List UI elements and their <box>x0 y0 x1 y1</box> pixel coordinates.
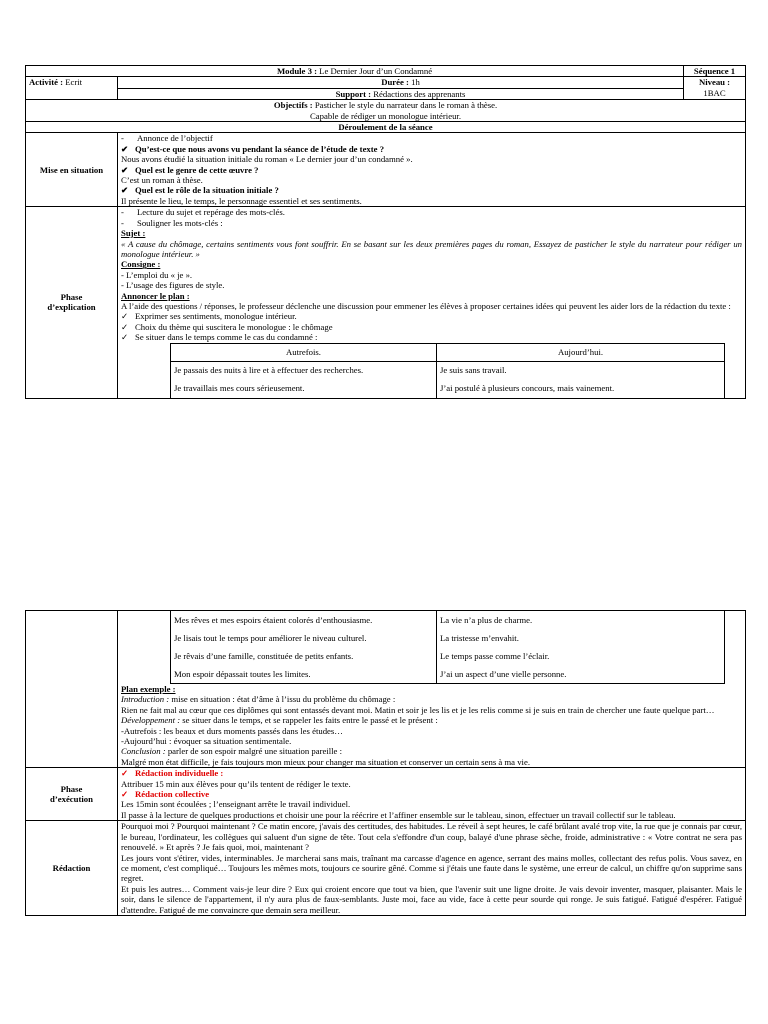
compare-table <box>170 343 725 398</box>
conclusion-body: Malgré mon état difficile, je fais toujours mon mieux pour changer ma situation et conserver un certain sens à ma vie. <box>121 756 530 767</box>
explication-label <box>26 207 118 398</box>
execution-label-line1: Phase <box>60 783 83 794</box>
plan-title: Annoncer le plan : <box>121 290 190 301</box>
lesson-table-page-2 <box>25 610 746 916</box>
module-cell <box>26 66 684 77</box>
intro-label: Introduction : <box>121 694 170 705</box>
dev-label: Développement : <box>121 715 181 726</box>
check-icon: ✓ <box>121 321 129 332</box>
plan-text: A l’aide des questions / réponses, le professeur déclenche une discussion pour emmener les élèves à proposer certaines idées qui peuvent les aider lors de la rédaction du texte : <box>121 300 731 311</box>
explication-label-line2: d’explication <box>47 302 96 313</box>
column-aujourdhui: Aujourd’hui. <box>437 343 725 361</box>
activite-cell <box>26 77 118 100</box>
individual-text: Attribuer 15 min aux élèves pour qu’ils tentent de rédiger le texte. <box>121 778 351 789</box>
support-value: Rédactions des apprenants <box>373 88 466 99</box>
compare-table-continued <box>170 611 725 684</box>
module-title: Le Dernier Jour d’un Condamné <box>319 66 433 76</box>
lesson-sheet-page-2 <box>25 610 745 916</box>
aujourdhui-cell: J’ai postulé à plusieurs concours, mais vainement. <box>437 380 725 398</box>
sequence-cell: Séquence 1 <box>684 66 746 77</box>
plan-check-3: Se situer dans le temps comme le cas du condamné : <box>135 332 318 343</box>
objectifs-label: Objectifs : <box>273 100 313 111</box>
intro-body: Rien ne fait mal au cœur que ces diplômes qui sont entassés devant moi. Matin et soir je les lis et je les relis comme si je suis en train de chercher une faute quelque part… <box>121 704 715 715</box>
dev-text: se situer dans le temps, et se rappeler les faits entre le passé et le présent : <box>182 715 438 726</box>
deroulement-title: Déroulement de la séance <box>26 122 746 133</box>
autrefois-cell: Mes rêves et mes espoirs étaient colorés d’enthousiasme. <box>171 611 437 629</box>
objectifs-row <box>26 100 746 122</box>
support-row <box>26 88 746 99</box>
underline-step: Souligner les mots-clés : <box>137 217 223 228</box>
table-row <box>171 665 725 684</box>
conclusion-label: Conclusion : <box>121 746 166 757</box>
answer-3: Il présente le lieu, le temps, le personnage essentiel et ses sentiments. <box>121 195 362 206</box>
activite-label: Activité : <box>29 77 64 88</box>
duree-value: 1h <box>411 77 420 88</box>
sujet-text: « A cause du chômage, certains sentiments vous font souffrir. En se basant sur les deux premières pages du roman, Essayez de pasticher le style du narrateur pour rédiger un monologue intérieur. » <box>121 238 743 259</box>
aujourdhui-cell: Le temps passe comme l’éclair. <box>437 647 725 665</box>
niveau-value: 1BAC <box>703 87 726 98</box>
individual-title: Rédaction individuelle : <box>135 768 224 779</box>
autrefois-cell: Je travaillais mes cours sérieusement. <box>171 380 437 398</box>
collective-text-2: Il passe à la lecture de quelques productions et choisir une pour la réécrire et l’affiner ensemble sur le tableau, sinon, effectuer un travail collectif sur le tableau. <box>121 809 676 820</box>
intro-text: mise en situation : état d’âme à l’issu du problème du chômage : <box>171 694 396 705</box>
support-cell <box>118 88 684 99</box>
table-row <box>171 361 725 380</box>
check-icon: ✔ <box>121 164 129 175</box>
check-icon: ✓ <box>121 768 129 779</box>
conclusion-text: parler de son espoir malgré une situation pareille : <box>167 746 343 757</box>
table-row <box>171 629 725 647</box>
plan-continuation-row <box>26 611 746 768</box>
answer-2: C’est un roman à thèse. <box>121 175 203 186</box>
collective-title: Rédaction collective <box>135 789 210 800</box>
mise-en-situation-row <box>26 133 746 207</box>
reading-step: Lecture du sujet et repérage des mots-clés. <box>137 207 285 218</box>
lesson-table-page-1 <box>25 65 746 399</box>
explication-content: - Lecture du sujet et repérage des mots-clés. - Souligner les mots-clés : Sujet : « A cause du chômage, certains sentiments vous font souffrir. En se basant sur les deux premières pages du roman, Essayez de pasticher le style du narrateur pour rédiger un monologue intérieur. » Consigne : - L’emploi du « je ». - L’usage des figures de style. Annoncer le plan : A l’aide des questions / réponses, le professeur déclenche une discussion pour emmener les élèves à proposer certaines idées qui peuvent les aider lors de la rédaction du texte : ✓ Exprimer ses sentiments, monologue intérieur. ✓ Choix du thème qui suscitera le monologue : le chômage ✓ Se situer dans le temps comme le cas du condamné : Autrefois. Aujourd’hui. Je passais des nuits à lire et à effectuer des recherches. Je suis sans travail. Je travaillais mes cours sérieusement. J’ai postulé à plusieurs concours, mais vainement. <box>118 207 746 398</box>
redaction-paragraph-1: Pourquoi moi ? Pourquoi maintenant ? Ce matin encore, j'avais des certitudes, des habitudes. Le réveil à sept heures, le café brûlant avalé trop vite, la rue que je connais par cœur, le bureau, l'ordinateur, les collègues qui saluent d'un signe de tête. Tout cela s'effondre d'un coup, balayé d'une phrase sèche, froide, administrative : « Votre contrat ne sera pas renouvelé. » Et après ? Je fais quoi, moi, maintenant ? <box>121 821 742 853</box>
aujourdhui-cell: La tristesse m’envahit. <box>437 629 725 647</box>
consigne-title: Consigne : <box>121 259 161 270</box>
module-row <box>26 66 746 77</box>
check-icon: ✔ <box>121 143 129 154</box>
duree-cell <box>118 77 684 88</box>
deroulement-row <box>26 122 746 133</box>
table-row <box>171 611 725 629</box>
check-icon: ✓ <box>121 332 129 343</box>
table-row <box>171 647 725 665</box>
lesson-sheet-page-1 <box>25 65 745 399</box>
duree-label: Durée : <box>381 77 409 88</box>
explication-row <box>26 207 746 398</box>
autrefois-cell: Mon espoir dépassait toutes les limites. <box>171 665 437 684</box>
compare-table-header <box>171 343 725 361</box>
activity-row <box>26 77 746 88</box>
objectif-1: Pasticher le style du narrateur dans le roman à thèse. <box>314 100 498 111</box>
niveau-label: Niveau : <box>698 77 731 88</box>
autrefois-cell: Je rêvais d’une famille, constituée de petits enfants. <box>171 647 437 665</box>
plan-exemple-title: Plan exemple : <box>121 684 176 694</box>
plan-continuation-content <box>118 611 746 768</box>
support-label: Support : <box>335 88 372 99</box>
autrefois-cell: Je lisais tout le temps pour améliorer le niveau culturel. <box>171 629 437 647</box>
empty-label-cell <box>26 611 118 768</box>
execution-label-line2: d’exécution <box>50 794 93 805</box>
question-2: Quel est le genre de cette œuvre ? <box>135 164 259 175</box>
niveau-cell <box>684 77 746 100</box>
collective-text-1: Les 15min sont écoulées ; l’enseignant arrête le travail individuel. <box>121 799 351 810</box>
dev-item-1: -Autrefois : les beaux et durs moments passés dans les études… <box>121 725 343 736</box>
explication-label-line1: Phase <box>60 292 83 303</box>
check-icon: ✔ <box>121 185 129 196</box>
execution-content <box>118 768 746 821</box>
objectifs-cell <box>26 100 746 122</box>
objective-announce: Annonce de l’objectif <box>137 133 213 144</box>
module-label: Module 3 : <box>276 66 317 76</box>
redaction-paragraph-2: Les jours vont s'étirer, vides, interminables. Je marcherai sans mais, traînant ma carcasse d'agence en agence, serrant des mains molles, collectant des refus polis. Vous savez, en ce moment, c'est compliqué… Toujours les mêmes mots, toujours ce sourire gêné. Comme si j'étais une faute dans le système, une erreur de calcul, un chiffre qu'on supprime sans regret. <box>121 852 742 884</box>
answer-1: Nous avons étudié la situation initiale du roman « Le dernier jour d’un condamné ». <box>121 154 413 165</box>
check-icon: ✓ <box>121 311 129 322</box>
column-autrefois: Autrefois. <box>171 343 437 361</box>
consigne-item-2: - L’usage des figures de style. <box>121 280 225 291</box>
aujourdhui-cell: La vie n’a plus de charme. <box>437 611 725 629</box>
execution-label <box>26 768 118 821</box>
check-icon: ✓ <box>121 789 129 800</box>
table-row <box>171 380 725 398</box>
redaction-content <box>118 821 746 916</box>
mise-en-situation-content: - Annonce de l’objectif ✔ Qu’est-ce que nous avons vu pendant la séance de l’étude de texte ? Nous avons étudié la situation initiale du roman « Le dernier jour d’un condamné ». ✔ Quel est le genre de cette œuvre ? C’est un roman à thèse. ✔ Quel est le rôle de la situation initiale ? Il présente le lieu, le temps, le personnage essentiel et ses sentiments. <box>118 133 746 207</box>
activite-value: Ecrit <box>65 77 83 88</box>
consigne-item-1: - L’emploi du « je ». <box>121 269 193 280</box>
plan-check-1: Exprimer ses sentiments, monologue intérieur. <box>135 311 297 322</box>
aujourdhui-cell: Je suis sans travail. <box>437 361 725 380</box>
dev-item-2: -Aujourd’hui : évoquer sa situation sentimentale. <box>121 736 292 747</box>
redaction-row <box>26 821 746 916</box>
redaction-paragraph-3: Et puis les autres… Comment vais-je leur dire ? Eux qui croient encore que tout va bien, que l'avenir suit une ligne droite. Je vais devoir inventer, masquer, plaisanter. Mais le soir, dans le silence de l'appartement, il n'y aura plus de faux-semblants. Juste moi, face au vide, face à cette peur sourde qui ronge. Je suis fatigué. Fatigué d'espérer. Fatigué d'attendre. Fatigué de me convaincre que demain sera meilleur. <box>121 883 742 915</box>
mise-en-situation-label: Mise en situation <box>26 133 118 207</box>
question-1: Qu’est-ce que nous avons vu pendant la séance de l’étude de texte ? <box>135 143 385 154</box>
question-3: Quel est le rôle de la situation initiale ? <box>135 185 279 196</box>
redaction-label: Rédaction <box>26 821 118 916</box>
execution-row <box>26 768 746 821</box>
objectif-2: Capable de rédiger un monologue intérieur. <box>309 110 462 121</box>
autrefois-cell: Je passais des nuits à lire et à effectuer des recherches. <box>171 361 437 380</box>
sujet-title: Sujet : <box>121 228 146 239</box>
plan-check-2: Choix du thème qui suscitera le monologue : le chômage <box>135 321 333 332</box>
aujourdhui-cell: J’ai un aspect d’une vielle personne. <box>437 665 725 684</box>
